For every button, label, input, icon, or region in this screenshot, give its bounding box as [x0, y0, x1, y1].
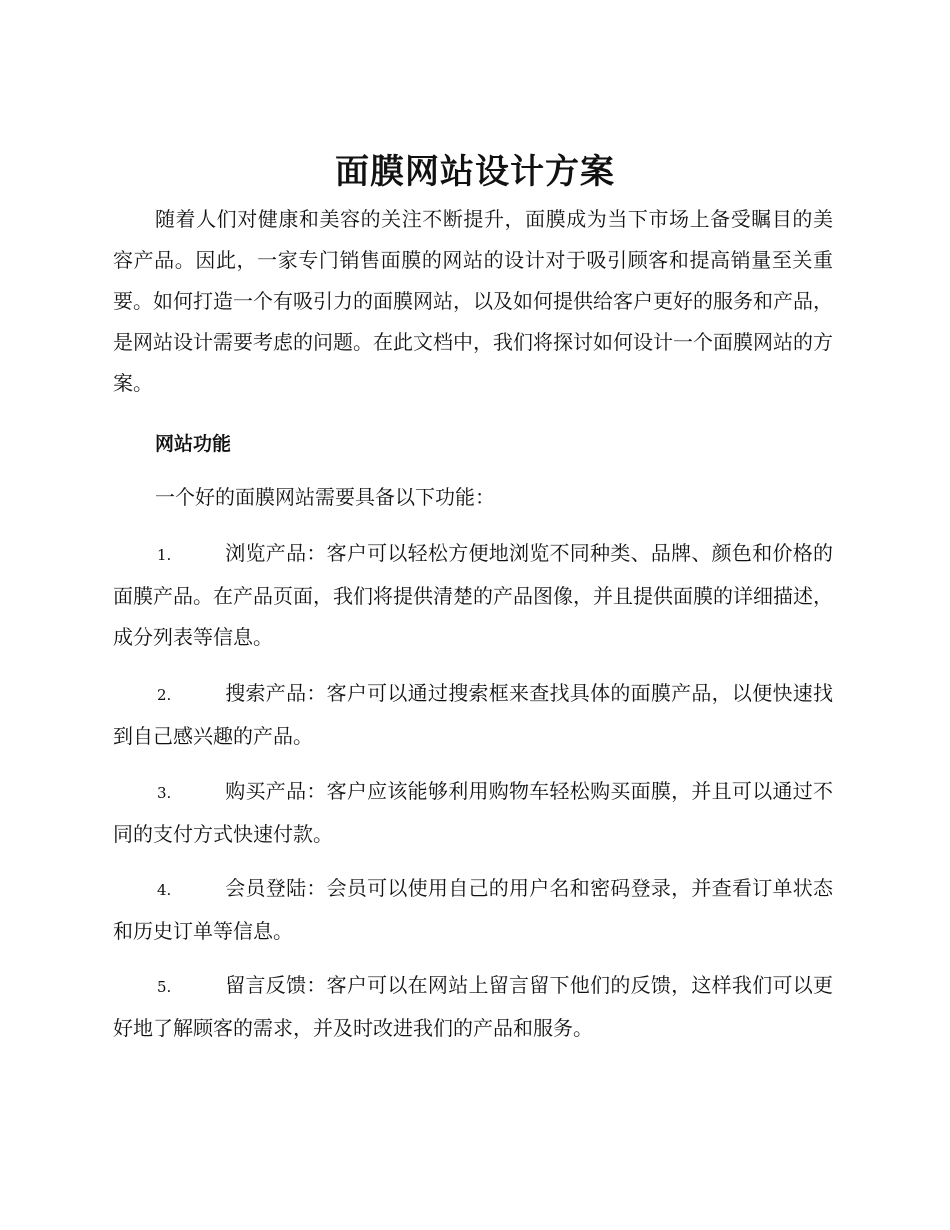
- list-item-number: 4.: [157, 881, 172, 899]
- list-item-number: 1.: [157, 546, 172, 564]
- document-title: 面膜网站设计方案: [335, 152, 615, 192]
- list-item-text: 会员登陆：会员可以使用自己的用户名和密码登录，并查看订单状态和历史订单等信息。: [113, 876, 833, 943]
- list-item-number: 5.: [157, 978, 172, 996]
- section-heading: 网站功能: [155, 433, 232, 455]
- list-item: [113, 673, 833, 757]
- list-item: [113, 965, 833, 1049]
- list-item-number: 2.: [157, 686, 172, 704]
- list-item: [113, 868, 833, 952]
- list-item-number: 3.: [157, 784, 172, 802]
- list-item-text: 浏览产品：客户可以轻松方便地浏览不同种类、品牌、颜色和价格的面膜产品。在产品页面，我们将提供清楚的产品图像，并且提供面膜的详细描述，成分列表等信息。: [113, 541, 833, 649]
- lead-paragraph: 一个好的面膜网站需要具备以下功能：: [155, 485, 495, 509]
- list-item: [113, 771, 833, 855]
- list-item-text: 购买产品：客户应该能够利用购物车轻松购买面膜，并且可以通过不同的支付方式快速付款。: [113, 779, 833, 846]
- list-item: [113, 533, 833, 658]
- intro-paragraph: 随着人们对健康和美容的关注不断提升，面膜成为当下市场上备受瞩目的美容产品。因此，一家专门销售面膜的网站的设计对于吸引顾客和提高销量至关重要。如何打造一个有吸引力的面膜网站，以及如何提供给客户更好的服务和产品，是网站设计需要考虑的问题。在此文档中，我们将探讨如何设计一个面膜网站的方案。: [113, 207, 833, 395]
- list-item-text: 留言反馈：客户可以在网站上留言留下他们的反馈，这样我们可以更好地了解顾客的需求，并及时改进我们的产品和服务。: [113, 973, 833, 1040]
- list-item-text: 搜索产品：客户可以通过搜索框来查找具体的面膜产品，以便快速找到自己感兴趣的产品。: [113, 681, 833, 748]
